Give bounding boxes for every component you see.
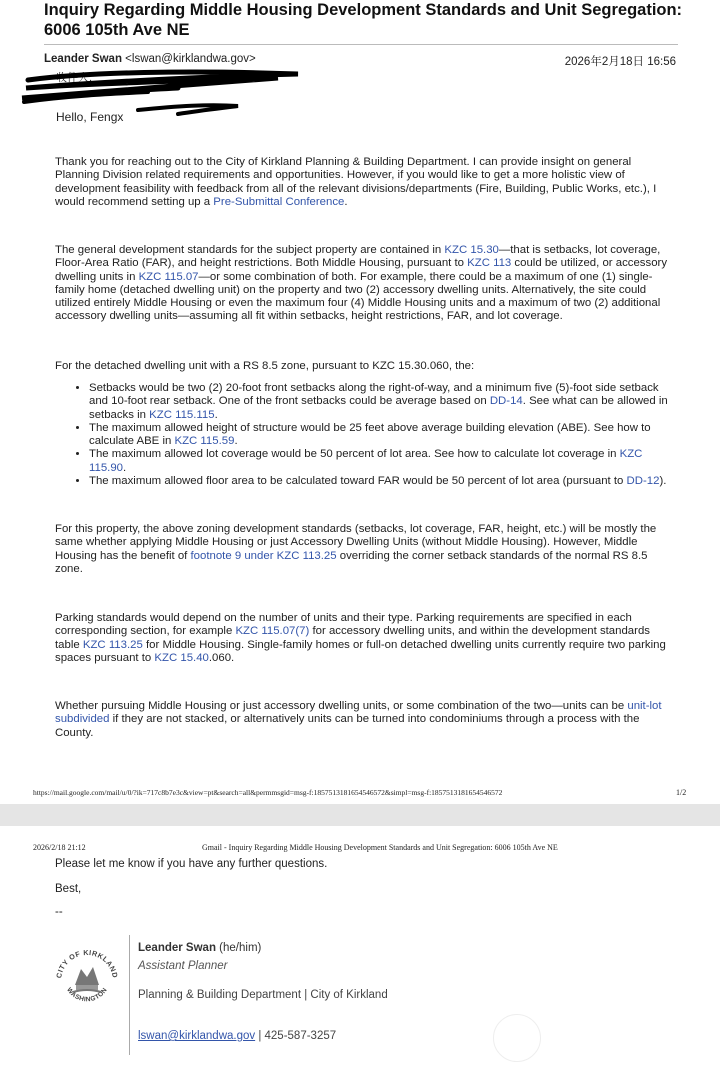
closing-question: Please let me know if you have any further questions.	[55, 858, 328, 870]
b3-text-a: The maximum allowed lot coverage would be 50 percent of lot area. See how to calculate lot coverage in	[89, 448, 620, 461]
paragraph-intro	[55, 156, 673, 209]
b4-text-a: The maximum allowed floor area to be calculated toward FAR would be 50 percent of lot area (pursuant to	[89, 475, 627, 488]
closing-best: Best,	[55, 883, 82, 895]
header-divider	[44, 44, 678, 45]
kzc-113-25-link[interactable]: KZC 113.25	[82, 638, 143, 651]
kzc-115-59-link[interactable]: KZC 115.59	[174, 435, 235, 448]
b1-text-a: Setbacks would be two (2) 20-foot front setbacks along the right-of-way, and a minimum five (5)-foot side setback and 10-foot rear setback. One of the front setbacks could be average based on	[89, 382, 659, 408]
p4-text-a: For this property, the above zoning development standards (setbacks, lot coverage, FAR, height, etc.) will be mostly the same whether applying Middle Housing or just Accessory Dwelling Units (without Middle Housing). However, Middle Housing has the benefit of	[55, 523, 657, 562]
page2-header: Gmail - Inquiry Regarding Middle Housing Development Standards and Unit Segregation: 6006 105th Ave NE	[202, 843, 558, 852]
p2-text-c: could be utilized, or accessory dwelling units in	[55, 257, 668, 283]
signature-dashes: --	[55, 906, 63, 918]
p4-text-b: overriding the corner setback standards of the normal RS 8.5 zone.	[55, 549, 648, 575]
bullet-list	[55, 382, 673, 488]
page2-datetime: 2026/2/18 21:12	[33, 843, 86, 852]
bullet-height	[89, 422, 673, 449]
paragraph-subdivision	[55, 700, 673, 740]
greeting: Hello, Fengx	[56, 110, 124, 124]
paragraph-zoning	[55, 523, 673, 576]
b2-text-a: The maximum allowed height of structure would be 25 feet above average building elevation (ABE). See how to calculate ABE in	[89, 421, 651, 448]
p5-text-a: Parking standards would depend on the number of units and their type. Parking requirements are specified in each corresponding section, for example	[55, 612, 632, 638]
paragraph-detached-intro: For the detached dwelling unit with a RS 8.5 zone, pursuant to KZC 15.30.060, the:	[55, 360, 475, 372]
p5-text-d: .060.	[208, 651, 235, 664]
kzc-15-40-link[interactable]: KZC 15.40	[154, 651, 209, 664]
logo-text-bottom: WASHINGTON	[65, 986, 109, 1004]
p6-text-b: if they are not stacked, or alternatively units can be turned into condominiums through a process with the County.	[55, 713, 640, 739]
signature-pronouns: (he/him)	[219, 942, 262, 954]
unit-lot-link[interactable]: unit-lot subdivided	[55, 700, 662, 726]
paragraph-standards	[55, 244, 673, 324]
p2-text-b: —that is setbacks, lot coverage, Floor-Area Ratio (FAR), and height restrictions. Both Middle Housing, pursuant to	[55, 244, 661, 270]
recipient-label: 收件人:	[56, 72, 93, 84]
sender-line	[44, 53, 256, 65]
kzc-113-link[interactable]: KZC 113	[467, 257, 512, 270]
p5-text-b: for accessory dwelling units, and within the development standards table	[55, 625, 650, 651]
signature-divider	[129, 935, 130, 1055]
dd-14-link[interactable]: DD-14	[489, 395, 523, 408]
bullet-far	[89, 475, 673, 488]
kirkland-seal-logo	[51, 943, 123, 1015]
b4-text-b: ).	[659, 475, 667, 488]
kzc-115-115-link[interactable]: KZC 115.115	[149, 408, 215, 421]
bullet-setbacks	[89, 382, 673, 422]
signature-department: Planning & Building Department | City of Kirkland	[138, 989, 388, 1001]
signature-email-link[interactable]: lswan@kirklandwa.gov	[138, 1030, 256, 1042]
paragraph-parking	[55, 612, 673, 665]
sender-name: Leander Swan	[44, 53, 122, 65]
signature-contact	[138, 1030, 336, 1042]
logo-text-top: CITY OF KIRKLAND	[54, 947, 120, 979]
paragraph-intro-text: Thank you for reaching out to the City of Kirkland Planning & Building Department. I can provide insight on general Planning Division related requirements and opportunities. However, if you would like to get a more holistic view of development feasibility with feedback from all of the relevant divisions/departments (Fire, Building, Public Works, etc.), I would recommend setting up a	[55, 156, 657, 208]
p6-text-a: Whether pursuing Middle Housing or just accessory dwelling units, or some combination of the two—units can be	[55, 700, 628, 712]
b2-text-b: .	[234, 435, 238, 448]
signature-name: Leander Swan	[138, 942, 216, 954]
footnote-9-link[interactable]: footnote 9 under KZC 113.25	[190, 549, 337, 562]
pre-submittal-link[interactable]: Pre-Submittal Conference	[213, 195, 345, 208]
p2-text-a: The general development standards for the subject property are contained in	[55, 244, 445, 256]
signature-phone: | 425-587-3257	[255, 1030, 337, 1042]
b1-text-c: .	[214, 408, 218, 421]
page-number: 1/2	[676, 788, 687, 797]
svg-text:CITY OF KIRKLAND	[54, 948, 120, 979]
kzc-115-90-link[interactable]: KZC 115.90	[89, 448, 643, 474]
email-subject: Inquiry Regarding Middle Housing Development Standards and Unit Segregation: 6006 105th Ave NE	[44, 1, 683, 39]
sender-email[interactable]: <lswan@kirklandwa.gov>	[125, 53, 256, 65]
dd-12-link[interactable]: DD-12	[626, 475, 660, 488]
p1-end: .	[344, 195, 348, 208]
b1-text-b: . See what can be allowed in setbacks in	[89, 395, 668, 421]
kzc-115-07-7-link[interactable]: KZC 115.07(7)	[235, 625, 310, 638]
print-url: https://mail.google.com/mail/u/0/?ik=717c8b7e3c&view=pt&search=all&permmsgid=msg-f:1857513181654546572&simpl=msg-f:1857513181654546572	[33, 788, 503, 797]
b3-text-b: .	[123, 461, 127, 474]
email-date: 2026年2月18日 16:56	[564, 56, 676, 68]
p5-text-c: for Middle Housing. Single-family homes or full-on detached dwelling units currently require two parking spaces pursuant to	[55, 638, 666, 664]
floating-circle	[493, 1014, 541, 1062]
signature-title: Assistant Planner	[138, 960, 228, 972]
page-gap	[0, 804, 720, 826]
kzc-115-07-link[interactable]: KZC 115.07	[138, 270, 199, 283]
signature-name-line	[138, 942, 261, 954]
p2-text-d: —or some combination of both. For example, there could be a maximum of one (1) single-family home (detached dwelling unit) on the property and two (2) accessory dwelling units. Alternatively, the site could utilized entirely Middle Housing or even the maximum four (4) Middle Housing units and a maximum of two (2) additional accessory dwelling units—assuming all fit within setbacks, height restrictions, FAR, and lot coverage.	[55, 270, 661, 323]
kzc-15-30-link[interactable]: KZC 15.30	[444, 244, 499, 256]
bullet-lot-coverage	[89, 448, 673, 475]
